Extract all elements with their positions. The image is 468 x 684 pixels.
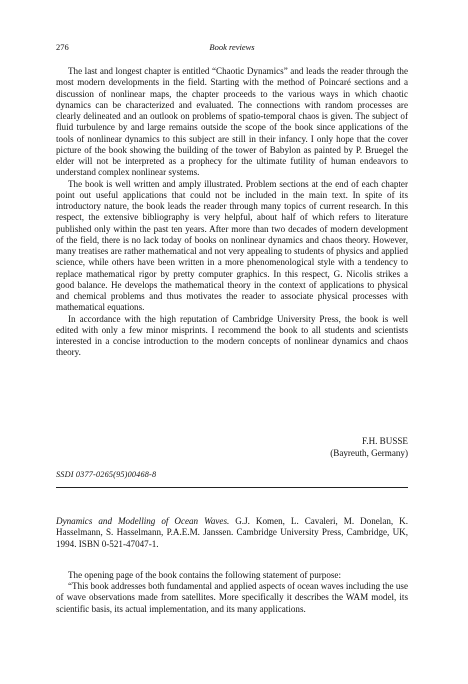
- page-number: 276: [56, 42, 69, 52]
- purpose-quote: “This book addresses both fundamental and applied aspects of ocean waves including the use of wave observations made from satellites. More specifically it describes the WAM model, its scientific basis, its actual implementation, and its many applications.: [56, 581, 408, 614]
- review-paragraph-1: The last and longest chapter is entitled “Chaotic Dynamics” and leads the reader through the most modern developments in the field. Starting with the method of Poincaré sections and a discussion of nonlinear maps, the chapter proceeds to the various ways in which chaotic dynamics can be characterized and evaluated. The connections with random processes are clearly delineated and an outlook on problems of spatio-temporal chaos is given. The subject of fluid turbulence by and large remains outside the scope of the book since applications of the tools of nonlinear dynamics to this subject are still in their infancy. I only hope that the cover picture of the book showing the building of the tower of Babylon as painted by P. Bruegel the elder will not be interpreted as a prophecy for the ultimate futility of human endeavors to understand complex nonlinear systems.: [56, 66, 408, 178]
- running-title: Book reviews: [209, 42, 255, 52]
- book-title: Dynamics and Modelling of Ocean Waves.: [56, 516, 230, 526]
- review-paragraph-2: The book is well written and amply illustrated. Problem sections at the end of each chapter point out useful applications that could not be included in the main text. In spite of its introductory nature, the book leads the reader through many topics of current research. In this respect, the extensive bibliography is very helpful, about half of which refers to literature published only within the past ten years. After more than two decades of modern development of the field, there is no lack today of books on nonlinear dynamics and chaos theory. However, many treatises are rather mathematical and not very appealing to students of physics and applied science, while others have been written in a more phenomenological style with a tendency to replace mathematical rigor by pretty computer graphics. In this respect, G. Nicolis strikes a good balance. He develops the mathematical theory in the context of applications to physical and chemical problems and thus motivates the reader to associate physical processes with mathematical equations.: [56, 178, 408, 313]
- bibliographic-details: G.J. Komen, L. Cavaleri, M. Donelan, K. Hasselmann, S. Hasselmann, P.A.E.M. Janssen. Cambridge University Press, Cambridge, UK, 1994. ISBN 0-521-47047-1.: [56, 516, 409, 549]
- second-review: [56, 516, 408, 615]
- running-header: [56, 42, 408, 54]
- reviewer-name: F.H. BUSSE: [361, 436, 408, 446]
- reviewer-location: (Bayreuth, Germany): [330, 447, 408, 458]
- review-opening: The opening page of the book contains the following statement of purpose:: [68, 569, 341, 580]
- reviewer-signature: [56, 436, 408, 459]
- review-paragraph-3: In accordance with the high reputation of Cambridge University Press, the book is well edited with only a few minor misprints. I recommend the book to all students and scientists interested in a concise introduction to the modern concepts of nonlinear dynamics and chaos theory.: [56, 313, 408, 358]
- bibliographic-entry: [56, 516, 408, 550]
- section-divider: [56, 487, 408, 488]
- ssdi-code: SSDI 0377-0265(95)00468-8: [56, 470, 157, 479]
- review-body: [56, 66, 408, 359]
